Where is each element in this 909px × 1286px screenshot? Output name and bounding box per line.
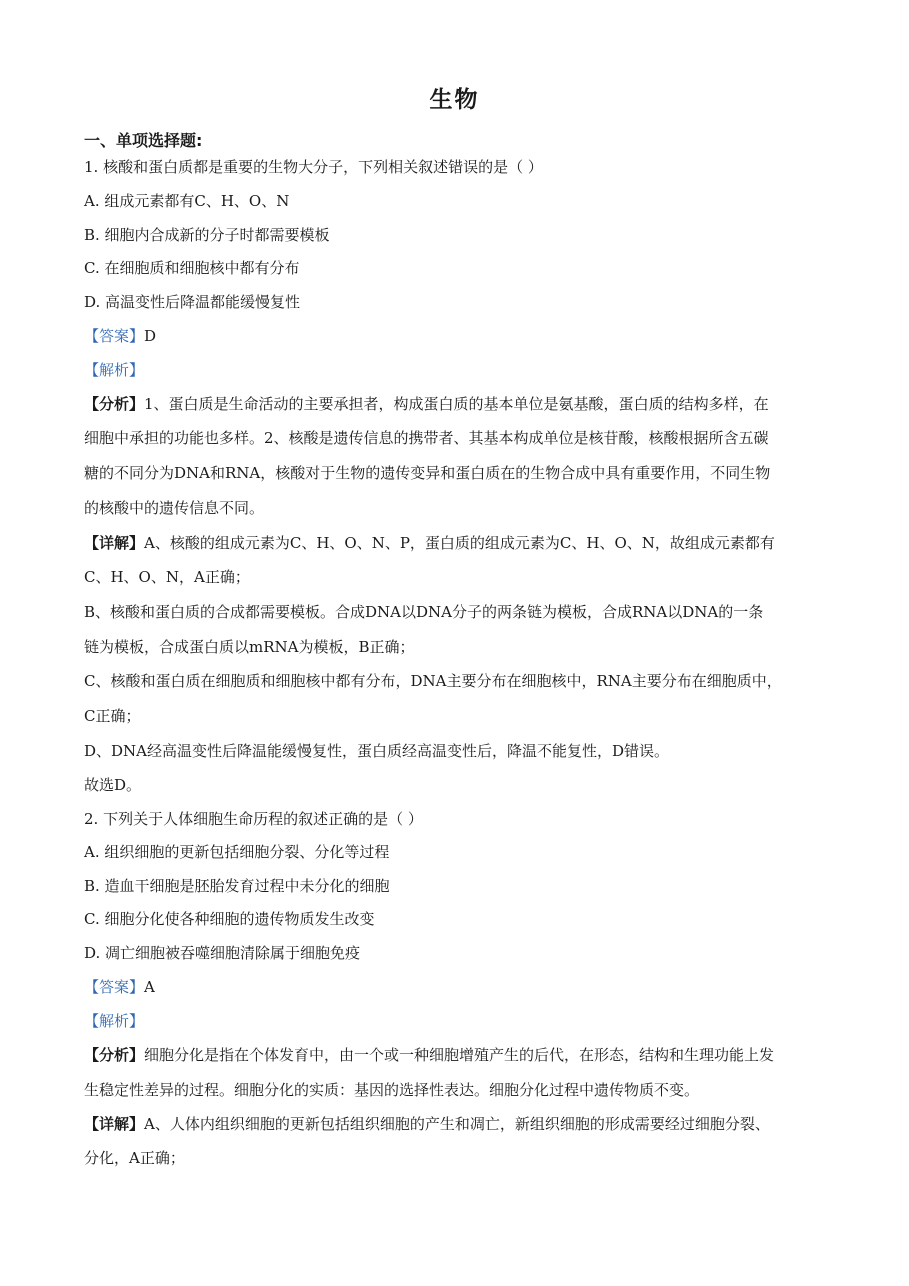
question-1-jiexi-tag [84, 359, 829, 381]
page-title: 生物 [429, 87, 480, 113]
section-heading: 一、单项选择题: [84, 131, 203, 150]
question-1-detail-line-7: D、DNA经高温变性后降温能缓慢复性，蛋白质经高温变性后，降温不能复性，D错误。 [84, 742, 670, 760]
question-1-option-d: D. 高温变性后降温都能缓慢复性 [84, 293, 301, 311]
detail-text: A、人体内组织细胞的更新包括组织细胞的产生和凋亡，新组织细胞的形成需要经过细胞分裂、 [144, 1115, 770, 1133]
answer-value: D [144, 327, 157, 345]
question-2-option-c: C. 细胞分化使各种细胞的遗传物质发生改变 [84, 910, 375, 928]
question-1-conclusion: 故选D。 [84, 776, 142, 794]
question-1-detail-line-2: C、H、O、N，A正确； [84, 568, 250, 586]
question-1-analysis-line-1 [84, 393, 829, 415]
question-1-detail-line-6: C正确； [84, 707, 141, 725]
detail-tag: 【详解】 [84, 534, 145, 552]
question-1-stem: 1. 核酸和蛋白质都是重要的生物大分子，下列相关叙述错误的是（ ） [84, 158, 543, 176]
answer-value: A [144, 978, 155, 996]
question-1-analysis-line-2: 细胞中承担的功能也多样。2、核酸是遗传信息的携带者、其基本构成单位是核苷酸，核酸根据所含五碳 [84, 429, 769, 447]
question-1-detail-line-1 [84, 532, 829, 554]
question-1-option-a: A. 组成元素都有C、H、O、N [84, 192, 290, 210]
answer-tag: 【答案】 [84, 978, 145, 996]
detail-text: A、核酸的组成元素为C、H、O、N、P，蛋白质的组成元素为C、H、O、N，故组成元素都有 [144, 534, 775, 552]
jiexi-tag: 【解析】 [84, 1012, 145, 1030]
question-1-detail-line-5: C、核酸和蛋白质在细胞质和细胞核中都有分布，DNA主要分布在细胞核中，RNA主要分布在细胞质中， [84, 672, 782, 690]
analysis-tag: 【分析】 [84, 395, 145, 413]
question-2-answer [84, 976, 829, 998]
question-2-option-a: A. 组织细胞的更新包括细胞分裂、分化等过程 [84, 843, 390, 861]
question-2-option-b: B. 造血干细胞是胚胎发育过程中未分化的细胞 [84, 877, 390, 895]
question-2-option-d: D. 凋亡细胞被吞噬细胞清除属于细胞免疫 [84, 944, 361, 962]
question-1-detail-line-3: B、核酸和蛋白质的合成都需要模板。合成DNA以DNA分子的两条链为模板，合成RNA以DNA的一条 [84, 603, 764, 621]
analysis-tag: 【分析】 [84, 1046, 145, 1064]
question-1-option-b: B. 细胞内合成新的分子时都需要模板 [84, 226, 330, 244]
jiexi-tag: 【解析】 [84, 361, 145, 379]
question-1-analysis-line-3: 糖的不同分为DNA和RNA，核酸对于生物的遗传变异和蛋白质在的生物合成中具有重要作用，不同生物 [84, 464, 771, 482]
question-2-stem: 2. 下列关于人体细胞生命历程的叙述正确的是（ ） [84, 810, 423, 828]
question-1-detail-line-4: 链为模板，合成蛋白质以mRNA为模板，B正确； [84, 638, 415, 656]
question-2-detail-line-2: 分化，A正确； [84, 1149, 185, 1167]
question-1-answer [84, 325, 829, 347]
question-1-option-c: C. 在细胞质和细胞核中都有分布 [84, 259, 300, 277]
detail-tag: 【详解】 [84, 1115, 145, 1133]
answer-tag: 【答案】 [84, 327, 145, 345]
analysis-text: 细胞分化是指在个体发育中，由一个或一种细胞增殖产生的后代，在形态，结构和生理功能上发 [144, 1046, 775, 1064]
analysis-text: 1、蛋白质是生命活动的主要承担者，构成蛋白质的基本单位是氨基酸，蛋白质的结构多样，在 [144, 395, 769, 413]
question-1-analysis-line-4: 的核酸中的遗传信息不同。 [84, 499, 265, 517]
question-2-detail-line-1 [84, 1113, 829, 1135]
question-2-jiexi-tag [84, 1010, 829, 1032]
question-2-analysis-line-1 [84, 1044, 829, 1066]
question-2-analysis-line-2: 生稳定性差异的过程。细胞分化的实质：基因的选择性表达。细胞分化过程中遗传物质不变。 [84, 1081, 700, 1099]
